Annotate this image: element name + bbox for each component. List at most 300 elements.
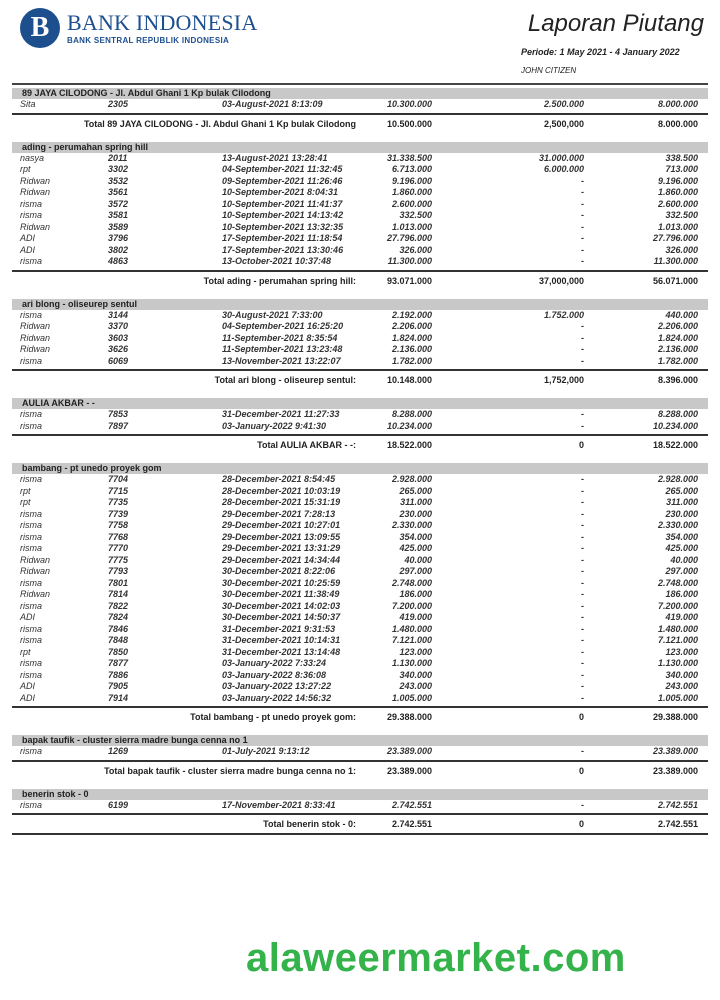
row-user: rpt	[20, 485, 31, 496]
row-paid: -	[581, 554, 584, 565]
group-total-label: Total ading - perumahan spring hill:	[203, 275, 356, 286]
row-invoice-id: 7758	[108, 520, 129, 530]
row-date: 04-September-2021 16:25:20	[222, 321, 344, 331]
table-row	[12, 532, 708, 544]
row-paid: -	[581, 344, 584, 354]
row-invoice-id: 6069	[108, 355, 129, 366]
table-row	[12, 222, 708, 234]
row-invoice-id: 7715	[108, 485, 129, 496]
row-date: 03-January-2022 13:27:22	[222, 681, 332, 691]
row-remaining: 332.500	[665, 210, 698, 220]
row-total: 230.000	[399, 508, 432, 519]
row-date: 30-December-2021 8:22:06	[222, 566, 336, 576]
row-remaining: 1.130.000	[657, 658, 698, 668]
row-date: 17-September-2021 11:18:54	[222, 233, 343, 243]
row-invoice-id: 7853	[108, 409, 129, 419]
row-date: 10-September-2021 11:41:37	[222, 198, 343, 209]
group-total-paid: 1,752,000	[543, 375, 584, 385]
row-user: risma	[20, 420, 42, 431]
row-user: risma	[20, 799, 42, 810]
row-date: 30-December-2021 11:38:49	[222, 589, 340, 599]
row-user: risma	[20, 210, 42, 220]
row-paid: -	[581, 244, 584, 255]
group-total-paid: 0	[578, 819, 584, 829]
row-date: 30-August-2021 7:33:00	[222, 309, 323, 320]
row-remaining: 23.389.000	[652, 746, 698, 756]
group-total-paid: 0	[578, 765, 584, 776]
bank-name: BANK INDONESIA	[67, 9, 258, 35]
group-spacer	[12, 133, 708, 142]
table-row	[12, 187, 708, 199]
customer-group	[12, 735, 708, 789]
table-row	[12, 356, 708, 368]
report-user: JOHN CITIZEN	[521, 66, 577, 75]
row-invoice-id: 3581	[108, 210, 129, 220]
row-invoice-id: 1269	[108, 746, 129, 756]
row-invoice-id: 7877	[108, 658, 129, 668]
row-user: ADI	[20, 244, 36, 255]
row-total: 2.742.551	[391, 799, 432, 810]
row-user: risma	[20, 309, 42, 320]
table-row	[12, 199, 708, 211]
row-paid: -	[581, 623, 584, 634]
group-total-remaining: 23.389.000	[652, 765, 698, 776]
row-total: 1.005.000	[391, 692, 432, 703]
row-date: 28-December-2021 15:31:19	[222, 497, 341, 507]
table-row	[12, 647, 708, 659]
row-paid: 6.000.000	[543, 164, 584, 174]
row-remaining: 2.748.000	[657, 577, 698, 588]
row-paid: -	[581, 692, 584, 703]
report-end-divider	[12, 833, 708, 835]
row-date: 10-September-2021 14:13:42	[222, 210, 344, 220]
row-total: 1.013.000	[391, 221, 432, 232]
row-invoice-id: 7824	[108, 612, 129, 622]
row-total: 2.748.000	[391, 577, 432, 588]
row-invoice-id: 3626	[108, 344, 129, 354]
group-total-label: Total benerin stok - 0:	[263, 819, 356, 829]
row-user: risma	[20, 577, 42, 588]
row-remaining: 326.000	[665, 244, 698, 255]
row-remaining: 230.000	[665, 508, 698, 519]
row-remaining: 1.860.000	[657, 187, 698, 197]
row-user: Ridwan	[20, 589, 51, 599]
row-invoice-id: 7905	[108, 681, 129, 691]
row-date: 13-November-2021 13:22:07	[222, 355, 341, 366]
group-total-amount: 2.742.551	[391, 819, 432, 829]
group-header: 89 JAYA CILODONG - Jl. Abdul Ghani 1 Kp bulak Cilodong	[12, 88, 708, 99]
customer-group	[12, 789, 708, 836]
row-invoice-id: 3589	[108, 221, 129, 232]
row-remaining: 2.330.000	[657, 520, 698, 530]
row-invoice-id: 4863	[108, 256, 129, 266]
group-total-remaining: 8.396.000	[657, 375, 698, 385]
row-user: Ridwan	[20, 321, 51, 331]
row-remaining: 9.196.000	[657, 175, 698, 186]
row-paid: -	[581, 531, 584, 542]
row-total: 9.196.000	[391, 175, 432, 186]
bank-subtitle: BANK SENTRAL REPUBLIK INDONESIA	[67, 35, 230, 45]
group-total-amount: 18.522.000	[386, 440, 432, 450]
row-invoice-id: 3572	[108, 198, 129, 209]
row-total: 1.130.000	[391, 658, 432, 668]
group-spacer	[12, 454, 708, 463]
row-invoice-id: 3796	[108, 233, 129, 243]
group-spacer	[12, 389, 708, 398]
table-row	[12, 233, 708, 245]
group-total-amount: 10.148.000	[386, 375, 432, 385]
row-invoice-id: 7739	[108, 508, 129, 519]
row-paid: 31.000.000	[538, 152, 584, 163]
row-total: 10.300.000	[386, 99, 432, 109]
row-total: 2.928.000	[391, 474, 432, 484]
row-date: 29-December-2021 13:09:55	[222, 531, 341, 542]
row-remaining: 243.000	[665, 681, 698, 691]
row-total: 340.000	[399, 669, 432, 680]
table-row	[12, 321, 708, 333]
row-invoice-id: 7897	[108, 420, 129, 431]
customer-group	[12, 88, 708, 142]
table-row	[12, 543, 708, 555]
row-remaining: 7.121.000	[657, 635, 698, 645]
row-paid: -	[581, 669, 584, 680]
group-total-row	[12, 115, 708, 133]
group-total-amount: 29.388.000	[386, 712, 432, 722]
row-paid: -	[581, 566, 584, 576]
table-row	[12, 176, 708, 188]
row-total: 326.000	[399, 244, 432, 255]
group-header: ading - perumahan spring hill	[12, 142, 708, 153]
row-remaining: 425.000	[665, 543, 698, 553]
row-paid: -	[581, 355, 584, 366]
row-paid: -	[581, 658, 584, 668]
row-paid: -	[581, 646, 584, 657]
table-row	[12, 409, 708, 421]
table-row	[12, 421, 708, 433]
row-paid: 2.500.000	[543, 99, 584, 109]
row-paid: -	[581, 210, 584, 220]
row-total: 243.000	[399, 681, 432, 691]
table-row	[12, 658, 708, 670]
customer-group	[12, 398, 708, 463]
row-invoice-id: 7704	[108, 474, 129, 484]
row-invoice-id: 3302	[108, 164, 129, 174]
row-invoice-id: 3532	[108, 175, 129, 186]
group-header: ari blong - oliseurep sentul	[12, 299, 708, 310]
row-date: 31-December-2021 11:27:33	[222, 409, 340, 419]
row-remaining: 2.928.000	[657, 474, 698, 484]
row-remaining: 2.136.000	[657, 344, 698, 354]
group-total-remaining: 56.071.000	[652, 275, 698, 286]
row-paid: -	[581, 577, 584, 588]
row-total: 8.288.000	[391, 409, 432, 419]
row-user: risma	[20, 256, 42, 266]
row-user: Ridwan	[20, 344, 51, 354]
row-user: ADI	[20, 692, 36, 703]
row-total: 354.000	[399, 531, 432, 542]
row-date: 28-December-2021 8:54:45	[222, 474, 336, 484]
group-spacer	[12, 726, 708, 735]
row-total: 7.200.000	[391, 600, 432, 611]
table-row	[12, 520, 708, 532]
row-paid: -	[581, 508, 584, 519]
group-total-label: Total bambang - pt unedo proyek gom:	[190, 712, 356, 722]
group-total-row	[12, 272, 708, 290]
report-period: Periode: 1 May 2021 - 4 January 2022	[521, 47, 680, 57]
row-invoice-id: 7801	[108, 577, 129, 588]
row-total: 332.500	[399, 210, 432, 220]
group-total-label: Total 89 JAYA CILODONG - Jl. Abdul Ghani 1 Kp bulak Cilodong	[83, 118, 356, 129]
row-paid: -	[581, 600, 584, 611]
row-paid: -	[581, 520, 584, 530]
row-total: 40.000	[404, 554, 432, 565]
row-remaining: 311.000	[666, 497, 698, 507]
group-total-amount: 10.500.000	[386, 118, 432, 129]
row-remaining: 10.234.000	[652, 420, 698, 431]
group-total-amount: 23.389.000	[386, 765, 432, 776]
table-row	[12, 693, 708, 705]
receivables-table	[12, 88, 708, 835]
group-header: bambang - pt unedo proyek gom	[12, 463, 708, 474]
row-remaining: 2.742.551	[657, 799, 698, 810]
row-remaining: 7.200.000	[657, 600, 698, 611]
row-user: Ridwan	[20, 554, 51, 565]
row-invoice-id: 3802	[108, 244, 129, 255]
row-total: 1.824.000	[391, 332, 432, 343]
row-total: 186.000	[399, 589, 432, 599]
table-row	[12, 486, 708, 498]
row-date: 17-November-2021 8:33:41	[222, 799, 336, 810]
row-user: Ridwan	[20, 175, 51, 186]
row-total: 265.000	[399, 485, 432, 496]
row-invoice-id: 7848	[108, 635, 129, 645]
row-date: 03-January-2022 14:56:32	[222, 692, 332, 703]
row-user: rpt	[20, 164, 31, 174]
row-remaining: 8.288.000	[657, 409, 698, 419]
customer-group	[12, 299, 708, 399]
row-paid: -	[581, 332, 584, 343]
row-date: 30-December-2021 14:50:37	[222, 612, 341, 622]
row-remaining: 713.000	[665, 164, 698, 174]
row-user: Ridwan	[20, 187, 51, 197]
table-row	[12, 681, 708, 693]
row-total: 2.206.000	[391, 321, 432, 331]
row-date: 01-July-2021 9:13:12	[222, 746, 310, 756]
row-total: 31.338.500	[386, 152, 432, 163]
row-paid: -	[581, 635, 584, 645]
row-remaining: 1.013.000	[657, 221, 698, 232]
group-total-label: Total AULIA AKBAR - -:	[257, 440, 356, 450]
row-remaining: 11.300.000	[653, 256, 698, 266]
bank-indonesia-emblem-icon: B	[20, 8, 60, 48]
row-date: 31-December-2021 13:14:48	[222, 646, 341, 657]
row-user: risma	[20, 669, 42, 680]
table-row	[12, 670, 708, 682]
row-paid: -	[581, 409, 584, 419]
row-total: 2.136.000	[391, 344, 432, 354]
row-remaining: 1.782.000	[657, 355, 698, 366]
table-row	[12, 245, 708, 257]
row-total: 419.000	[399, 612, 432, 622]
row-invoice-id: 7822	[108, 600, 129, 611]
row-date: 10-September-2021 13:32:35	[222, 221, 344, 232]
header-divider	[12, 83, 708, 85]
row-date: 03-January-2022 7:33:24	[222, 658, 327, 668]
row-total: 2.330.000	[391, 520, 432, 530]
table-row	[12, 474, 708, 486]
row-total: 2.600.000	[391, 198, 432, 209]
row-invoice-id: 7768	[108, 531, 129, 542]
row-paid: -	[581, 175, 584, 186]
watermark: alaweermarket.com	[246, 936, 626, 980]
table-row	[12, 164, 708, 176]
row-invoice-id: 3561	[108, 187, 129, 197]
group-total-row	[12, 436, 708, 454]
row-paid: 1.752.000	[543, 309, 584, 320]
group-spacer	[12, 290, 708, 299]
table-row	[12, 509, 708, 521]
row-invoice-id: 7735	[108, 497, 129, 507]
row-user: risma	[20, 355, 42, 366]
row-paid: -	[581, 187, 584, 197]
row-user: Ridwan	[20, 566, 51, 576]
row-invoice-id: 7914	[108, 692, 129, 703]
row-date: 13-October-2021 10:37:48	[222, 256, 332, 266]
group-header: benerin stok - 0	[12, 789, 708, 800]
row-user: ADI	[20, 233, 36, 243]
row-invoice-id: 2305	[108, 99, 129, 109]
row-paid: -	[581, 589, 584, 599]
row-date: 29-December-2021 7:28:13	[222, 508, 336, 519]
row-total: 297.000	[399, 566, 432, 576]
row-user: Ridwan	[20, 332, 51, 343]
row-paid: -	[581, 799, 584, 810]
row-user: risma	[20, 600, 42, 611]
row-user: risma	[20, 409, 42, 419]
row-user: Ridwan	[20, 221, 51, 232]
group-total-label: Total ari blong - oliseurep sentul:	[214, 375, 356, 385]
row-user: risma	[20, 635, 42, 645]
group-total-paid: 2,500,000	[543, 118, 584, 129]
row-remaining: 123.000	[665, 646, 698, 657]
row-total: 123.000	[399, 646, 432, 657]
row-invoice-id: 7886	[108, 669, 129, 680]
table-row	[12, 601, 708, 613]
row-date: 11-September-2021 8:35:54	[222, 332, 338, 343]
row-invoice-id: 7775	[108, 554, 129, 565]
row-total: 1.860.000	[391, 187, 432, 197]
row-paid: -	[581, 233, 584, 243]
row-date: 29-December-2021 14:34:44	[222, 554, 341, 565]
row-remaining: 440.000	[665, 309, 698, 320]
row-remaining: 354.000	[665, 531, 698, 542]
row-date: 31-December-2021 9:31:53	[222, 623, 336, 634]
row-paid: -	[581, 543, 584, 553]
row-date: 09-September-2021 11:26:46	[222, 175, 343, 186]
row-remaining: 265.000	[665, 485, 698, 496]
customer-group	[12, 142, 708, 299]
row-date: 31-December-2021 10:14:31	[222, 635, 341, 645]
row-total: 27.796.000	[386, 233, 432, 243]
table-row	[12, 153, 708, 165]
row-paid: -	[581, 256, 584, 266]
row-total: 311.000	[400, 497, 432, 507]
row-date: 17-September-2021 13:30:46	[222, 244, 344, 255]
report-header	[0, 0, 720, 84]
row-paid: -	[581, 746, 584, 756]
group-total-row	[12, 708, 708, 726]
row-user: Sita	[20, 99, 36, 109]
row-remaining: 2.600.000	[657, 198, 698, 209]
group-total-paid: 0	[578, 712, 584, 722]
table-row	[12, 746, 708, 758]
row-date: 29-December-2021 13:31:29	[222, 543, 341, 553]
row-user: risma	[20, 198, 42, 209]
customer-group	[12, 463, 708, 735]
row-paid: -	[581, 474, 584, 484]
row-invoice-id: 7770	[108, 543, 129, 553]
row-invoice-id: 3603	[108, 332, 129, 343]
row-invoice-id: 2011	[108, 152, 128, 163]
table-row	[12, 566, 708, 578]
row-total: 1.782.000	[391, 355, 432, 366]
row-date: 10-September-2021 8:04:31	[222, 187, 339, 197]
group-total-remaining: 29.388.000	[652, 712, 698, 722]
row-total: 425.000	[399, 543, 432, 553]
row-invoice-id: 3144	[108, 309, 129, 320]
row-paid: -	[581, 681, 584, 691]
row-date: 03-January-2022 9:41:30	[222, 420, 327, 431]
row-user: rpt	[20, 497, 31, 507]
row-user: ADI	[20, 612, 36, 622]
row-remaining: 297.000	[665, 566, 698, 576]
row-date: 11-September-2021 13:23:48	[222, 344, 343, 354]
group-total-remaining: 2.742.551	[657, 819, 698, 829]
row-remaining: 340.000	[665, 669, 698, 680]
row-paid: -	[581, 612, 584, 622]
group-total-row	[12, 815, 708, 833]
table-row	[12, 612, 708, 624]
group-total-paid: 37,000,000	[538, 275, 584, 286]
table-row	[12, 99, 708, 111]
table-row	[12, 578, 708, 590]
row-remaining: 1.005.000	[657, 692, 698, 703]
row-remaining: 40.000	[670, 554, 698, 565]
group-total-label: Total bapak taufik - cluster sierra madre bunga cenna no 1:	[104, 765, 356, 776]
row-date: 03-August-2021 8:13:09	[222, 99, 323, 109]
table-row	[12, 635, 708, 647]
row-date: 04-September-2021 11:32:45	[222, 164, 343, 174]
report-title: Laporan Piutang	[527, 10, 704, 37]
row-paid: -	[581, 221, 584, 232]
row-user: ADI	[20, 681, 36, 691]
table-row	[12, 624, 708, 636]
row-user: risma	[20, 543, 42, 553]
table-row	[12, 256, 708, 268]
table-row	[12, 555, 708, 567]
row-paid: -	[581, 321, 584, 331]
row-paid: -	[581, 497, 584, 507]
row-remaining: 186.000	[665, 589, 698, 599]
group-total-paid: 0	[578, 440, 584, 450]
row-remaining: 1.824.000	[657, 332, 698, 343]
row-user: risma	[20, 531, 42, 542]
row-date: 28-December-2021 10:03:19	[222, 485, 341, 496]
row-date: 29-December-2021 10:27:01	[222, 520, 341, 530]
group-total-remaining: 18.522.000	[652, 440, 698, 450]
row-total: 6.713.000	[391, 164, 432, 174]
row-user: risma	[20, 474, 42, 484]
